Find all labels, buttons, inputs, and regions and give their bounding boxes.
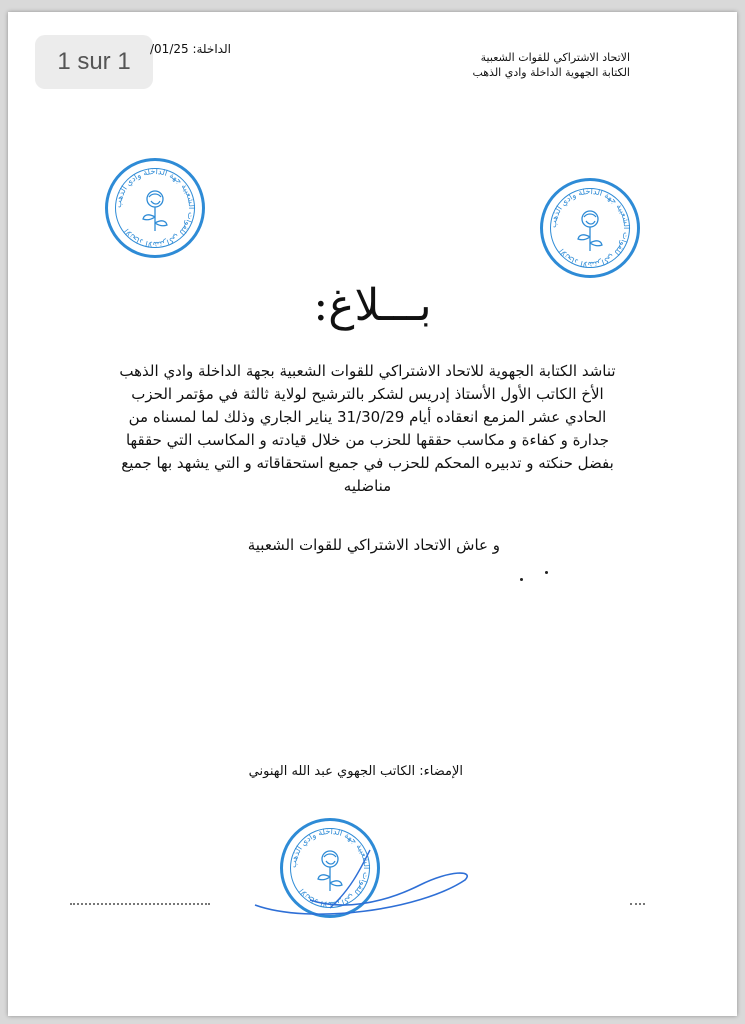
handwritten-signature: [250, 830, 480, 920]
date-line: [150, 42, 231, 56]
letterhead: [472, 50, 630, 80]
document-body: [110, 360, 625, 498]
date-value: /01/25: [150, 42, 189, 56]
dotted-line-left: [70, 903, 210, 905]
rose-icon: [543, 181, 637, 275]
body-line: الأخ الكاتب الأول الأستاذ إدريس لشكر بالترشيح لولاية ثالثة في مؤتمر الحزب: [131, 385, 604, 403]
svg-text:الاتحاد الاشتراكي للقوات الشعب: الاتحاد الاشتراكي للقوات الشعبية جهة الداخلة وادي الذهب: [288, 826, 372, 910]
rose-icon: [108, 161, 202, 255]
org-section: الكتابة الجهوية الداخلة وادي الذهب: [472, 66, 630, 79]
signature-line: الإمضاء: الكاتب الجهوي عبد الله الهنوني: [248, 764, 463, 779]
body-line: بفضل حنكته و تدبيره المحكم للحزب في جميع استحقاقاته و التي يشهد بها جميع: [121, 454, 614, 472]
stamp-right: [540, 178, 640, 278]
stamp-left: [105, 158, 205, 258]
org-name: الاتحاد الاشتراكي للقوات الشعبية: [480, 51, 630, 64]
body-line: تناشد الكتابة الجهوية للاتحاد الاشتراكي للقوات الشعبية بجهة الداخلة وادي الذهب: [119, 362, 616, 380]
body-line: جدارة و كفاءة و مكاسب حققها للحزب من خلال قيادته و المكاسب التي حققها: [125, 431, 610, 449]
body-line: الحادي عشر المزمع انعقاده أيام 31/30/29 يناير الجاري وذلك لما لمسناه من: [128, 408, 607, 426]
closing-line: و عاش الاتحاد الاشتراكي للقوات الشعبية: [247, 536, 500, 554]
ink-dot: [520, 578, 523, 581]
svg-text:الاتحاد الاشتراكي للقوات الشعب: الاتحاد الاشتراكي للقوات الشعبية جهة الداخلة وادي الذهب: [548, 186, 632, 270]
svg-text:الاتحاد الاشتراكي للقوات الشعب: الاتحاد الاشتراكي للقوات الشعبية جهة الداخلة وادي الذهب: [113, 166, 197, 250]
ink-dot: [545, 571, 548, 574]
document-title: بـــلاغ:: [313, 280, 432, 331]
body-line: مناضليه: [343, 477, 392, 495]
date-label: الداخلة:: [192, 42, 231, 56]
dotted-line-right: [630, 903, 645, 905]
page-indicator: 1 sur 1: [35, 35, 153, 89]
